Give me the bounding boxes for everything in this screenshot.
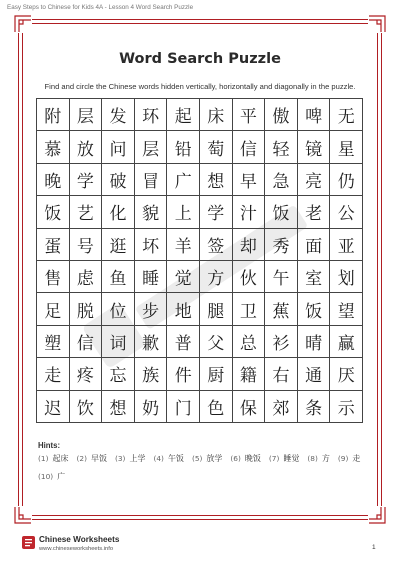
hint-number: (3) (114, 454, 126, 463)
grid-cell[interactable]: 午 (265, 261, 298, 293)
grid-cell[interactable]: 广 (167, 164, 200, 196)
grid-cell[interactable]: 鱼 (102, 261, 135, 293)
grid-cell[interactable]: 貌 (135, 196, 168, 228)
grid-cell[interactable]: 父 (200, 326, 233, 358)
header-text: Easy Steps to Chinese for Kids 4A - Lesson 4 Word Search Puzzle (7, 4, 194, 11)
grid-cell[interactable]: 饮 (70, 391, 103, 423)
grid-cell[interactable]: 总 (233, 326, 266, 358)
hint-word: 上学 (129, 454, 146, 463)
grid-cell[interactable]: 啤 (298, 99, 331, 131)
corner-ornament-bottom-right (368, 506, 386, 524)
hint-word: 起床 (52, 454, 69, 463)
grid-cell[interactable]: 铅 (167, 131, 200, 163)
grid-cell[interactable]: 保 (233, 391, 266, 423)
grid-cell[interactable]: 信 (70, 326, 103, 358)
grid-cell[interactable]: 虑 (70, 261, 103, 293)
grid-cell[interactable]: 示 (330, 391, 363, 423)
grid-cell[interactable]: 奶 (135, 391, 168, 423)
grid-cell[interactable]: 星 (330, 131, 363, 163)
grid-cell[interactable]: 厨 (200, 358, 233, 390)
grid-cell[interactable]: 卫 (233, 293, 266, 325)
grid-cell[interactable]: 发 (102, 99, 135, 131)
grid-cell[interactable]: 仍 (330, 164, 363, 196)
hint-word: 放学 (206, 454, 223, 463)
grid-cell[interactable]: 方 (200, 261, 233, 293)
grid-cell[interactable]: 晚 (37, 164, 70, 196)
grid-cell[interactable]: 层 (135, 131, 168, 163)
hint-item (38, 453, 68, 464)
grid-cell[interactable]: 化 (102, 196, 135, 228)
page-title: Word Search Puzzle (119, 51, 281, 67)
grid-cell[interactable]: 学 (200, 196, 233, 228)
hints-label: Hints: (38, 441, 61, 450)
hint-word: 早饭 (90, 454, 107, 463)
grid-cell[interactable]: 无 (330, 99, 363, 131)
grid-cell[interactable]: 起 (167, 99, 200, 131)
grid-cell[interactable]: 条 (298, 391, 331, 423)
grid-cell[interactable]: 想 (200, 164, 233, 196)
grid-cell[interactable]: 逛 (102, 229, 135, 261)
grid-cell[interactable]: 放 (70, 131, 103, 163)
hint-number: (7) (268, 454, 280, 463)
hint-item (38, 471, 65, 482)
grid-cell[interactable]: 傲 (265, 99, 298, 131)
grid-cell[interactable]: 平 (233, 99, 266, 131)
grid-cell[interactable]: 足 (37, 293, 70, 325)
grid-cell[interactable]: 汁 (233, 196, 266, 228)
grid-cell[interactable]: 售 (37, 261, 70, 293)
hint-word: 晚饭 (244, 454, 261, 463)
grid-cell[interactable]: 秀 (265, 229, 298, 261)
hint-item (230, 453, 260, 464)
grid-cell[interactable]: 歉 (135, 326, 168, 358)
grid-cell[interactable]: 饭 (265, 196, 298, 228)
grid-cell[interactable]: 郊 (265, 391, 298, 423)
grid-cell[interactable]: 问 (102, 131, 135, 163)
word-search-grid (36, 98, 363, 423)
grid-cell[interactable]: 衫 (265, 326, 298, 358)
grid-cell[interactable]: 破 (102, 164, 135, 196)
grid-cell[interactable]: 腿 (200, 293, 233, 325)
grid-cell[interactable]: 公 (330, 196, 363, 228)
grid-cell[interactable]: 室 (298, 261, 331, 293)
grid-cell[interactable]: 籍 (233, 358, 266, 390)
instructions-text: Find and circle the Chinese words hidden vertically, horizontally and diagonally in the puzzle. (44, 82, 356, 91)
hint-number: (2) (76, 454, 87, 463)
grid-cell[interactable]: 忘 (102, 358, 135, 390)
hint-number: (9) (337, 454, 349, 463)
grid-cell[interactable]: 艺 (70, 196, 103, 228)
grid-cell[interactable]: 亚 (330, 229, 363, 261)
grid-cell[interactable]: 位 (102, 293, 135, 325)
grid-cell[interactable]: 轻 (265, 131, 298, 163)
grid-cell[interactable]: 老 (298, 196, 331, 228)
grid-cell[interactable]: 蕉 (265, 293, 298, 325)
grid-cell[interactable]: 走 (37, 358, 70, 390)
grid-cell[interactable]: 望 (330, 293, 363, 325)
hint-number: (5) (191, 454, 203, 463)
grid-cell[interactable]: 羊 (167, 229, 200, 261)
grid-cell[interactable]: 地 (167, 293, 200, 325)
grid-cell[interactable]: 面 (298, 229, 331, 261)
grid-cell[interactable]: 学 (70, 164, 103, 196)
grid-cell[interactable]: 普 (167, 326, 200, 358)
grid-cell[interactable]: 签 (200, 229, 233, 261)
grid-cell[interactable]: 门 (167, 391, 200, 423)
hint-number: (4) (153, 454, 164, 463)
hint-word: 方 (321, 454, 330, 463)
grid-cell[interactable]: 晴 (298, 326, 331, 358)
grid-cell[interactable]: 坏 (135, 229, 168, 261)
corner-ornament-top-left (14, 15, 32, 33)
grid-cell[interactable]: 疼 (70, 358, 103, 390)
grid-cell[interactable]: 词 (102, 326, 135, 358)
grid-cell[interactable]: 通 (298, 358, 331, 390)
hint-number: (10) (38, 472, 54, 481)
grid-cell[interactable]: 早 (233, 164, 266, 196)
grid-cell[interactable]: 厌 (330, 358, 363, 390)
grid-cell[interactable]: 塑 (37, 326, 70, 358)
grid-cell[interactable]: 饭 (298, 293, 331, 325)
footer-brand: Chinese Worksheets (39, 535, 120, 544)
hint-number: (6) (230, 454, 241, 463)
grid-cell[interactable]: 镜 (298, 131, 331, 163)
grid-cell[interactable]: 步 (135, 293, 168, 325)
hints-list (38, 453, 368, 482)
grid-cell[interactable]: 饭 (37, 196, 70, 228)
footer-url[interactable]: www.chineseworksheets.info (39, 546, 114, 552)
hint-number: (8) (307, 454, 318, 463)
hint-number: (1) (38, 454, 49, 463)
grid-cell[interactable]: 环 (135, 99, 168, 131)
hint-item (192, 453, 222, 464)
grid-cell[interactable]: 附 (37, 99, 70, 131)
grid-cell[interactable]: 冒 (135, 164, 168, 196)
grid-cell[interactable]: 号 (70, 229, 103, 261)
grid-cell[interactable]: 信 (233, 131, 266, 163)
hint-item (307, 453, 329, 464)
hint-item (76, 453, 106, 464)
grid-cell[interactable]: 伙 (233, 261, 266, 293)
hint-item (153, 453, 183, 464)
hint-item (338, 453, 360, 464)
grid-cell[interactable]: 迟 (37, 391, 70, 423)
grid-cell[interactable]: 赢 (330, 326, 363, 358)
grid-cell[interactable]: 蛋 (37, 229, 70, 261)
hint-word: 午饭 (167, 454, 184, 463)
grid-cell[interactable]: 床 (200, 99, 233, 131)
grid-cell[interactable]: 想 (102, 391, 135, 423)
hint-word: 走 (352, 454, 361, 463)
grid-cell[interactable]: 萄 (200, 131, 233, 163)
page-number: 1 (372, 544, 376, 551)
hint-word: 睡觉 (283, 454, 300, 463)
grid-cell[interactable]: 却 (233, 229, 266, 261)
hint-item (115, 453, 145, 464)
hint-word: 广 (57, 472, 66, 481)
grid-cell[interactable]: 睡 (135, 261, 168, 293)
hint-item (269, 453, 299, 464)
chinese-worksheets-logo-icon (22, 536, 35, 549)
grid-cell[interactable]: 脱 (70, 293, 103, 325)
grid-cell[interactable]: 急 (265, 164, 298, 196)
grid-cell[interactable]: 亮 (298, 164, 331, 196)
grid-cell[interactable]: 划 (330, 261, 363, 293)
grid-cell[interactable]: 族 (135, 358, 168, 390)
grid-cell[interactable]: 上 (167, 196, 200, 228)
grid-cell[interactable]: 层 (70, 99, 103, 131)
grid-cell[interactable]: 件 (167, 358, 200, 390)
grid-cell[interactable]: 右 (265, 358, 298, 390)
grid-cell[interactable]: 慕 (37, 131, 70, 163)
grid-cell[interactable]: 色 (200, 391, 233, 423)
corner-ornament-top-right (368, 15, 386, 33)
corner-ornament-bottom-left (14, 506, 32, 524)
grid-cell[interactable]: 觉 (167, 261, 200, 293)
